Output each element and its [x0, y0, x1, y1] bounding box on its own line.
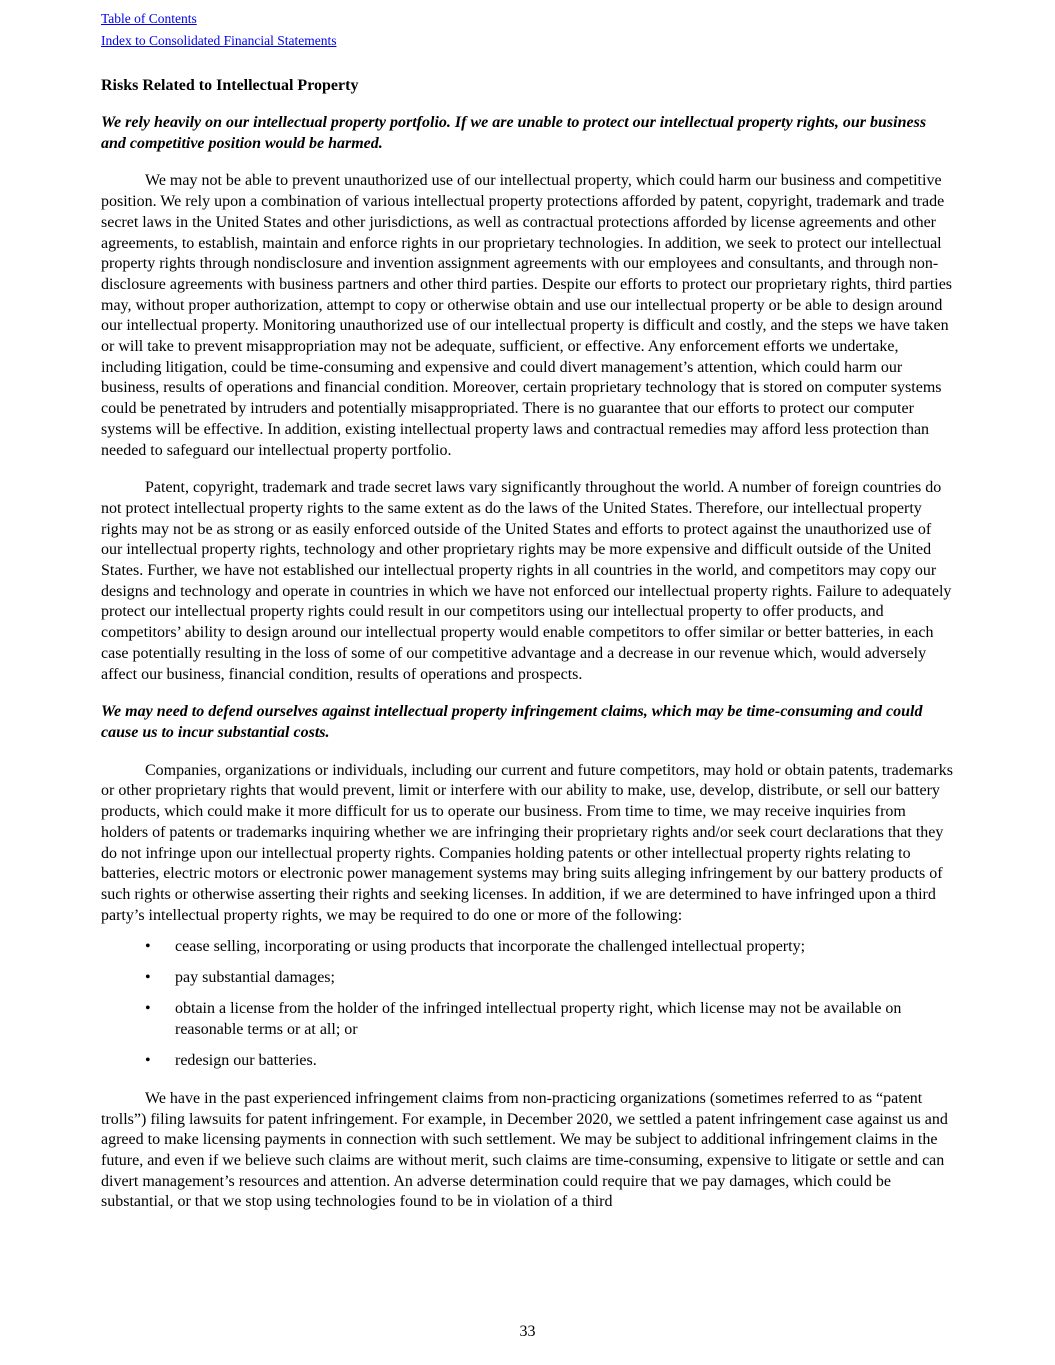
risk-heading-infringement-claims: We may need to defend ourselves against intellectual property infringement claims, which may be time-consuming and could cause us to incur substantial costs.	[101, 703, 923, 741]
document-page	[101, 8, 954, 1213]
bullet-icon: •	[145, 1000, 151, 1018]
bullet-icon: •	[145, 937, 151, 955]
bullet-icon: •	[145, 969, 151, 987]
paragraph-patent-trolls: We have in the past experienced infringement claims from non-practicing organizations (sometimes referred to as “patent trolls”) filing lawsuits for patent infringement. For example, in December 2020, we settled a patent infringement case against us and agreed to make licensing payments in connection with such settlement. We may be subject to additional infringement claims in the future, and even if we believe such claims are without merit, such claims are time-consuming, expensive to litigate or settle and can divert management’s resources and attention. An adverse determination could require that we pay damages, which could be substantial, or that we stop using technologies found to be in violation of a third	[101, 1089, 948, 1211]
paragraph-foreign-laws: Patent, copyright, trademark and trade secret laws vary significantly throughout the world. A number of foreign countries do not protect intellectual property rights to the same extent as do the laws of the United States. Therefore, our intellectual property rights may not be as strong or as easily enforced outside of the United States and efforts to protect against the unauthorized use of our intellectual property rights, technology and other proprietary rights may be more expensive and difficult outside of the United States. Further, we have not established our intellectual property rights in all countries in the world, and competitors may copy our designs and technology and operate in countries in which we have not enforced our intellectual property rights. Failure to adequately protect our intellectual property rights could result in our competitors using our intellectual property to offer products, and competitors’ ability to design around our intellectual property would enable competitors to offer similar or better batteries, in each case potentially resulting in the loss of some of our competitive advantage and a decrease in our revenue which, would adversely affect our business, financial condition, results of operations and prospects.	[101, 479, 952, 683]
bullet-icon: •	[145, 1052, 151, 1070]
table-of-contents-link[interactable]: Table of Contents	[101, 11, 197, 26]
list-item	[101, 968, 954, 989]
list-item	[101, 937, 954, 958]
list-item-text: obtain a license from the holder of the infringed intellectual property right, which license may not be available on reasonable terms or at all; or	[175, 1000, 902, 1038]
section-title: Risks Related to Intellectual Property	[101, 77, 359, 94]
list-item	[101, 999, 954, 1040]
paragraph-infringement-intro: Companies, organizations or individuals, including our current and future competitors, may hold or obtain patents, trademarks or other proprietary rights that would prevent, limit or interfere with our ability to make, use, develop, distribute, or sell our battery products, which could make it more difficult for us to operate our business. From time to time, we may receive inquiries from holders of patents or trademarks inquiring whether we are infringing their proprietary rights and/or seek court declarations that they do not infringe upon our intellectual property rights. Companies holding patents or other intellectual property rights relating to batteries, electric motors or electronic power management systems may bring suits alleging infringement by our battery products of such rights or otherwise asserting their rights and seeking licenses. In addition, if we are determined to have infringed upon a third party’s intellectual property rights, we may be required to do one or more of the following:	[101, 761, 953, 924]
list-item-text: cease selling, incorporating or using products that incorporate the challenged intellectual property;	[175, 937, 806, 955]
list-item-text: redesign our batteries.	[175, 1052, 317, 1070]
index-financial-statements-link[interactable]: Index to Consolidated Financial Statements	[101, 33, 337, 48]
risk-heading-ip-portfolio: We rely heavily on our intellectual property portfolio. If we are unable to protect our intellectual property rights, our business and competitive position would be harmed.	[101, 114, 927, 152]
page-number: 33	[519, 1323, 536, 1340]
paragraph-unauthorized-use: We may not be able to prevent unauthorized use of our intellectual property, which could harm our business and competitive position. We rely upon a combination of various intellectual property protections afforded by patent, copyright, trademark and trade secret laws in the United States and other jurisdictions, as well as contractual protections afforded by license agreements and other agreements, to establish, maintain and enforce rights in our proprietary technologies. In addition, we seek to protect our intellectual property rights through nondisclosure and invention assignment agreements with our employees and consultants, and through non-disclosure agreements with business partners and other third parties. Despite our efforts to protect our proprietary rights, third parties may, without proper authorization, attempt to copy or otherwise obtain and use our intellectual property or be able to design around our intellectual property. Monitoring unauthorized use of our intellectual property is difficult and costly, and the steps we have taken or will take to prevent misappropriation may not be adequate, sufficient, or effective. Any enforcement efforts we undertake, including litigation, could be time-consuming and expensive and could divert management’s attention, which could harm our business, results of operations and financial condition. Moreover, certain proprietary technology that is stored on computer systems could be penetrated by intruders and potentially misappropriated. There is no guarantee that our efforts to protect our computer systems will be effective. In addition, existing intellectual property laws and contractual remedies may afford less protection than needed to safeguard our intellectual property portfolio.	[101, 172, 953, 459]
list-item-text: pay substantial damages;	[175, 969, 335, 987]
remedies-bullet-list	[101, 937, 954, 1072]
list-item	[101, 1051, 954, 1072]
